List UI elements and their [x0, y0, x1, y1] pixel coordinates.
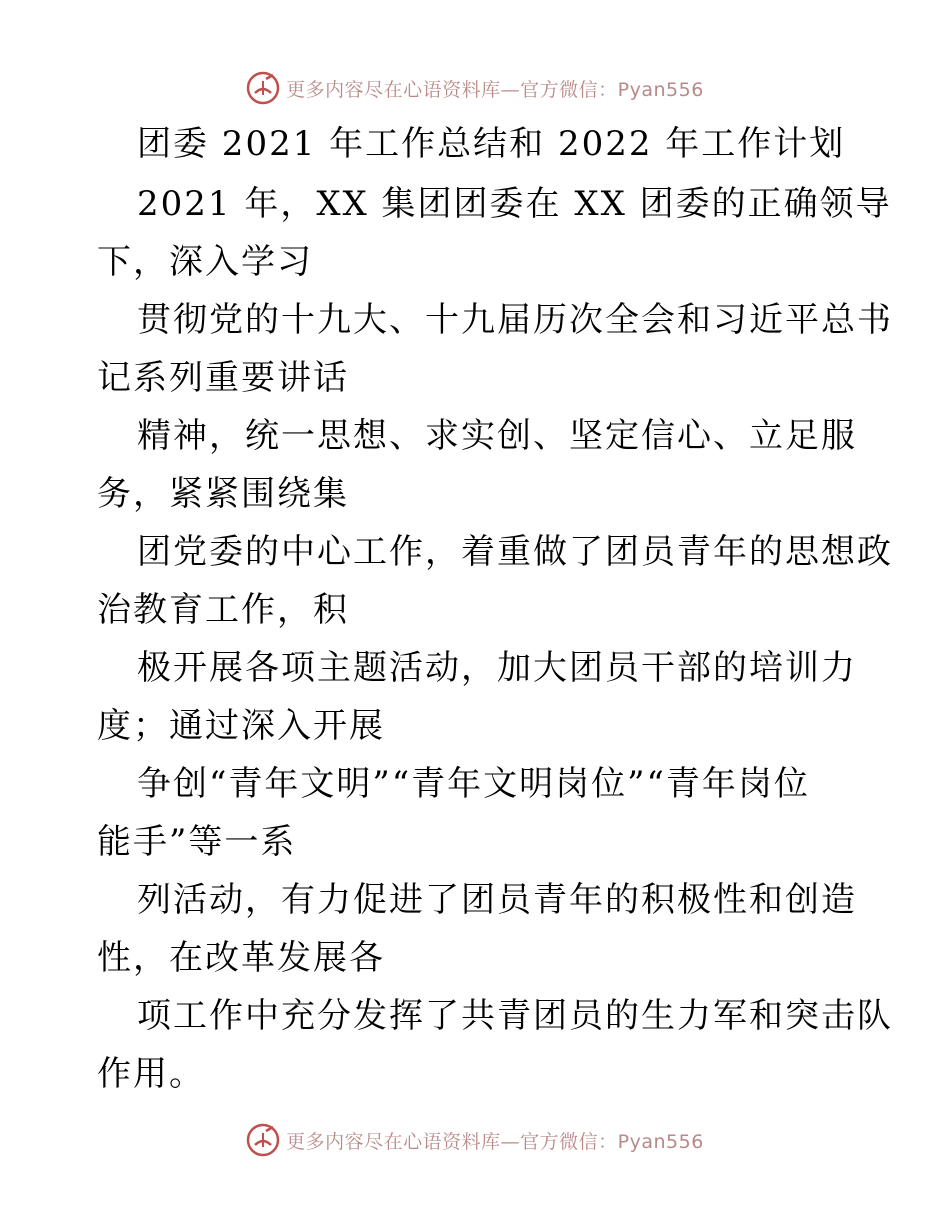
- document-title: 团委 2021 年工作总结和 2022 年工作计划: [137, 124, 846, 164]
- paragraph-line: 治教育工作，积: [97, 590, 349, 630]
- paragraph-line: 争创“青年文明”“青年文明岗位”“青年岗位: [137, 764, 810, 804]
- paragraph-line: 下，深入学习: [97, 242, 313, 282]
- paragraph-line: 精神，统一思想、求实创、坚定信心、立足服: [137, 416, 857, 456]
- paragraph-line: 能手”等一系: [97, 822, 297, 862]
- header-watermark: [0, 68, 950, 108]
- watermark-text: 更多内容尽在心语资料库—官方微信：Pyan556: [286, 78, 704, 101]
- book-logo-icon: [246, 1123, 280, 1157]
- paragraph-line: 列活动，有力促进了团员青年的积极性和创造: [137, 880, 857, 920]
- paragraph-line: 记系列重要讲话: [97, 358, 349, 398]
- footer-watermark: [0, 1120, 950, 1160]
- book-logo-icon: [246, 71, 280, 105]
- paragraph-line: 2021 年，XX 集团团委在 XX 团委的正确领导: [137, 184, 892, 224]
- paragraph-line: 性，在改革发展各: [97, 938, 385, 978]
- paragraph-line: 度；通过深入开展: [97, 706, 385, 746]
- paragraph-line: 极开展各项主题活动，加大团员干部的培训力: [137, 648, 857, 688]
- paragraph-line: 务，紧紧围绕集: [97, 474, 349, 514]
- paragraph-line: 项工作中充分发挥了共青团员的生力军和突击队: [137, 996, 893, 1036]
- paragraph-line: 贯彻党的十九大、十九届历次全会和习近平总书: [137, 300, 893, 340]
- paragraph-line: 团党委的中心工作，着重做了团员青年的思想政: [137, 532, 893, 572]
- watermark-text: 更多内容尽在心语资料库—官方微信：Pyan556: [286, 1130, 704, 1153]
- paragraph-line: 作用。: [97, 1054, 205, 1094]
